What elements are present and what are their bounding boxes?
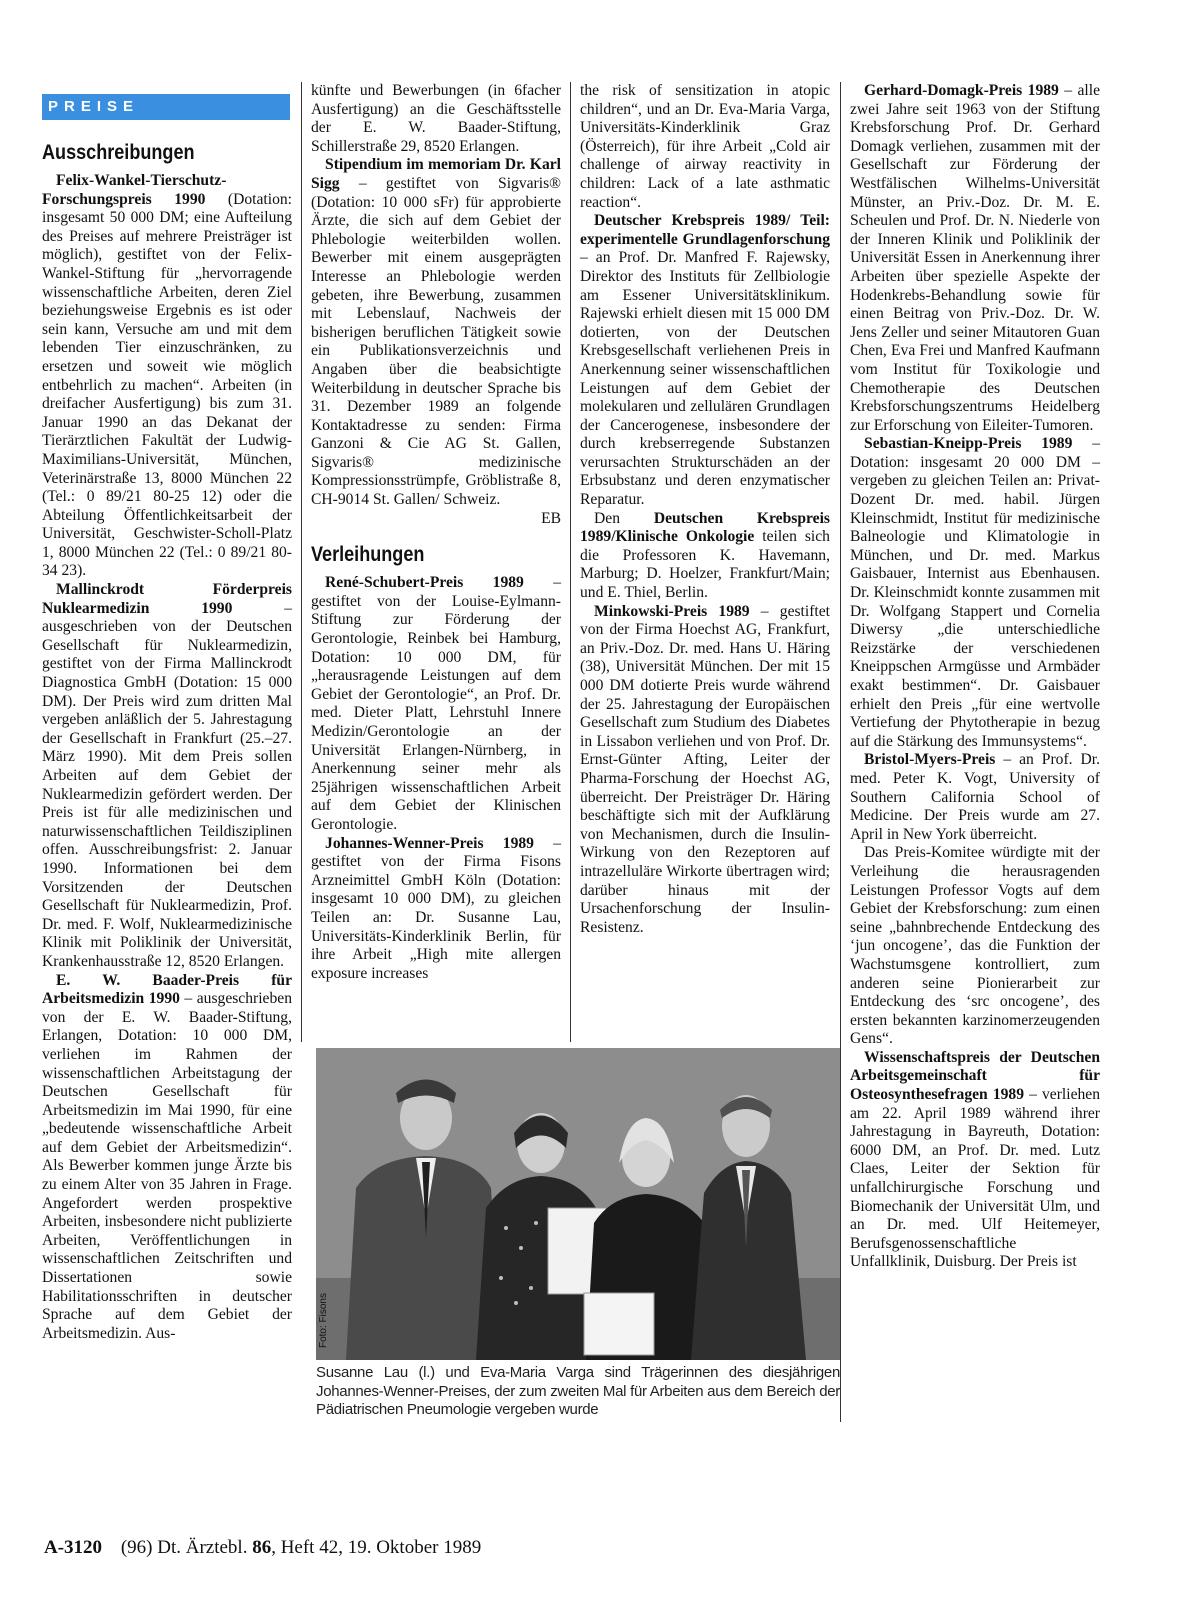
page-footer [44,1537,481,1559]
award-title: E. W. Baader-Preis für Arbeitsmedizin 1990 [42,971,292,1008]
paragraph-mallinckrodt [42,581,292,971]
paragraph-krebspreis-grundlagen [580,212,830,510]
award-title: Stipendium im memoriam Dr. Karl Sigg [311,156,561,192]
award-title: Deutscher Krebspreis 1989/ Teil: experimentelle Grundlagenforschung [580,212,830,248]
award-text: – ausgeschrieben von der E. W. Baader-Stiftung, Erlangen, Dotation: 10 000 DM, verliehen im Rahmen der wissenschaftlichen Arbeitstagung der Deutschen Gesellschaft für Arbeitsmedizin im Mai 1990, für eine „bedeutende wissenschaftliche Arbeit auf dem Gebiet der Arbeitsmedizin“. Als Bewerber kommen junge Ärzte bis zu einem Alter von 35 Jahren in Frage. Angefordert werden prospektive Arbeiten, insbesondere nicht publizierte Arbeiten, Veröffentlichungen in wissenschaftlichen Zeitschriften und Dissertationen sowie Habilitationsschriften in deutscher Sprache auf dem Gebiet der Arbeitsmedizin. Aus- [42,990,292,1342]
column-3 [580,82,830,937]
paragraph-schubert [311,574,561,834]
section-tag: PREISE [42,94,290,120]
paragraph-wenner [311,835,561,984]
journal-volume: 86 [252,1537,272,1558]
award-title: Sebastian-Kneipp-Preis 1989 [864,435,1073,453]
award-title: Deutschen Krebspreis 1989/Klinische Onkologie [580,509,830,546]
award-text: – gestiftet von der Firma Fisons Arzneimittel GmbH Köln (Dotation: insgesamt 10 000 DM), zu gleichen Teilen an: Dr. Susanne Lau, Universitäts-Kinderklinik Berlin, für ihre Arbeit „High mite allergen exposure increases [311,834,561,982]
paragraph-wenner-continued: the risk of sensitization in atopic children“, und an Dr. Eva-Maria Varga, Universitäts-Kinderklinik Graz (Österreich), für ihre Arbeit „Cold air challenge of airway reactivity in children: Lack of a late asthmatic reaction“. [580,82,830,211]
award-text: (Dotation: insgesamt 50 000 DM; eine Aufteilung des Preises auf mehrere Preisträger ist möglich), gestiftet von der Felix-Wankel-Stiftung für „hervorragende wissenschaftliche Arbeiten, deren Ziel beziehungsweise Ergebnis es ist oder sein kann, Versuche am und mit dem lebenden Tier einzuschränken, zu ersetzen und soweit wie möglich entbehrlich zu machen“. Arbeiten (in dreifacher Ausfertigung) bis zum 31. Januar 1990 an das Dekanat der Tierärztlichen Fakultät der Ludwig-Maximilians-Universität, München, Veterinärstraße 13, 8000 München 22 (Tel.: 0 89/21 80-25 12) oder die Abteilung Öffentlichkeitsarbeit der Universität, Geschwister-Scholl-Platz 1, 8000 München 22 (Tel.: 0 89/21 80-34 23). [42,190,292,580]
column-4 [850,82,1100,1272]
paragraph-baader-continued: künfte und Bewerbungen (in 6facher Ausfertigung) an die Geschäftsstelle der E. W. Baader-Stiftung, Schillerstraße 29, 8520 Erlangen. [311,82,561,155]
column-divider [840,82,841,1422]
column-1 [42,84,292,1343]
paragraph-baader [42,972,292,1344]
photo-credit: Foto: Fisons [318,1293,329,1349]
award-title: Mallinckrodt Förderpreis Nuklearmedizin 1990 [42,581,292,617]
paragraph-vogt: Das Preis-Komitee würdigte mit der Verleihung die herausragenden Leistungen Professor Vogts auf dem Gebiet der Krebsforschung: zum einen seine „bahnbrechende Entdeckung des ‘jun oncogene’, das die Funktion der Wachstumsgene kontrolliert, zum anderen seine Pionierarbeit zur Entdeckung des ‘src oncogene’, des ersten bekannten karzinomerzeugenden Gens“. [850,844,1100,1048]
journal-name: Dt. Ärztebl. [157,1537,248,1558]
column-divider [570,82,571,1042]
award-text: – ausgeschrieben von der Deutschen Gesellschaft für Nuklearmedizin, gestiftet von der Firma Mallinckrodt Diagnostica GmbH (Dotation: 15 000 DM). Der Preis wird zum dritten Mal vergeben anläßlich der 5. Jahrestagung der Gesellschaft in Frankfurt (25.–27. März 1990). Mit dem Preis sollen Arbeiten auf dem Gebiet der Nuklearmedizin gefördert werden. Der Preis ist für alle medizinischen und naturwissenschaftlichen Teildisziplinen offen. Ausschreibungsfrist: 2. Januar 1990. Informationen bei dem Vorsitzenden der Deutschen Gesellschaft für Nuklearmedizin, Prof. Dr. med. F. Wolf, Nuklearmedizinische Klinik mit Poliklinik der Universität, Krankenhausstraße 12, 8520 Erlangen. [42,599,292,970]
column-divider [301,82,302,1042]
paragraph-sigg [311,156,561,509]
award-title: Gerhard-Domagk-Preis 1989 [864,82,1059,99]
award-text: – gestiftet von Sigvaris® (Dotation: 10 000 sFr) für approbierte Ärzte, die sich auf dem Gebiet der Phlebologie weiterbilden wollen. Bewerber mit einem ausgeprägten Interesse an Phlebologie werden gebeten, ihre Bewerbung, zusammen mit Lebenslauf, Nachweis der bisherigen beruflichen Tätigkeit sowie ein Publikationsverzeichnis und Angaben über die beabsichtigte Weiterbildung in deutscher Sprache bis 31. Dezember 1989 an folgende Kontaktadresse zu senden: Firma Ganzoni & Cie AG St. Gallen, Sigvaris® medizinische Kompressionsstrümpfe, Gröblistraße 8, CH-9014 St. Gallen/ Schweiz. [311,174,561,509]
paragraph-krebspreis-klinisch [580,510,830,603]
paragraph-minkowski [580,603,830,938]
award-intro: Den [594,509,654,527]
page-code: A-3120 [44,1537,103,1558]
award-title: René-Schubert-Preis 1989 [325,574,524,592]
award-title: Johannes-Wenner-Preis 1989 [325,834,534,852]
paragraph-domagk [850,82,1100,435]
paragraph-felix-wankel [42,172,292,581]
author-signature: EB [541,509,561,527]
award-text: teilen sich die Professoren K. Havemann, Marburg; D. Hoelzer, Frankfurt/Main; und E. Thiel, Berlin. [580,528,830,602]
award-text: – verliehen am 22. April 1989 während ihrer Jahrestagung in Bayreuth, Dotation: 6000 DM, an Prof. Dr. med. Lutz Claes, Leiter der Sektion für unfallchirurgische Forschung und Biomechanik der Universität Ulm, und an Dr. med. Ulf Heitemeyer, Berufsgenossenschaftliche Unfallklinik, Duisburg. Der Preis ist [850,1086,1101,1271]
award-text: – gestiftet von der Louise-Eylmann-Stiftung zur Förderung der Gerontologie, Reinbek bei Hamburg, Dotation: 10 000 DM, für „herausragende Leistungen auf dem Gebiet der Gerontologie“, an Prof. Dr. med. Dieter Platt, Lehrstuhl Innere Medizin/Gerontologie an der Universität Erlangen-Nürnberg, in Anerkennung seiner mehr als 25jährigen wissenschaftlichen Arbeit auf dem Gebiet der Klinischen Gerontologie. [311,574,561,833]
photo-caption: Susanne Lau (l.) und Eva-Maria Varga sind Trägerinnen des diesjährigen Johannes-Wenner-Preises, der zum zweiten Mal für Arbeiten aus dem Bereich der Pädiatrischen Pneumologie vergeben wurde [316,1364,840,1419]
photo-figure [316,1048,840,1420]
award-text: – gestiftet von der Firma Hoechst AG, Frankfurt, an Priv.-Doz. Dr. med. Hans U. Häring (38), Universität München. Der mit 15 000 DM dotierte Preis wurde während der 25. Jahrestagung der Europäischen Gesellschaft zum Studium des Diabetes in Lissabon verliehen und von Prof. Dr. Ernst-Günter Afting, Leiter der Pharma-Forschung der Hoechst AG, überreicht. Der Preisträger Dr. Häring beschäftigte sich mit der Aufklärung von Mechanismen, durch die Insulin-Wirkung von den Rezeptoren auf intrazelluläre Wirkorte übertragen wird; darüber hinaus mit der Ursachenforschung der Insulin-Resistenz. [580,602,830,936]
award-title: Felix-Wankel-Tierschutz-Forschungspreis 1990 [42,172,227,208]
award-text: – Dotation: insgesamt 20 000 DM – vergeben zu gleichen Teilen an: Privat-Dozent Dr. med. habil. Jürgen Kleinschmidt, Institut für medizinische Balneologie und Klimatologie in München, und Dr. med. Markus Gaisbauer, Internist aus Ebenhausen. Dr. Kleinschmidt konnte zusammen mit Dr. Wolfgang Stappert und Cornelia Diwersy „die unterschiedliche Reizstärke der verschiedenen Kneippschen Armgüsse und Armbäder exakt bestimmen“. Dr. Gaisbauer erhielt den Preis „für eine wertvolle Vertiefung der Phytotherapie in bezug auf die Stärkung des Immunsystems“. [850,435,1100,750]
paragraph-kneipp [850,435,1100,751]
award-photo [316,1048,840,1360]
column-2 [311,82,561,983]
paragraph-osteosynthese [850,1049,1100,1272]
award-text: – alle zwei Jahre seit 1963 von der Stiftung Krebsforschung Prof. Dr. Gerhard Domagk verliehen, zusammen mit der Gesellschaft zur Förderung der Westfälischen Wilhelms-Universität Münster, an Priv.-Doz. Dr. M. E. Scheulen und Prof. Dr. N. Niederle von der Inneren Klinik und Poliklinik der Universität Essen in Anerkennung ihrer Arbeiten über spezielle Aspekte der Hodenkrebs-Behandlung sowie für einen Beitrag von Priv.-Doz. Dr. W. Jens Zeller und seiner Mitautoren Guan Chen, Eva Frei und Manfred Kaufmann vom Institut für Toxikologie und Chemotherapie des Deutschen Krebsforschungszentrums Heidelberg zur Erforschung von Eileiter-Tumoren. [850,82,1100,434]
group-portrait-illustration [316,1048,840,1360]
award-title: Minkowski-Preis 1989 [594,602,750,620]
heading-verleihungen: Verleihungen [311,543,425,567]
page-number: (96) [120,1537,153,1558]
award-text: – an Prof. Dr. med. Peter K. Vogt, University of Southern California School of Medicine. Der Preis wurde am 27. April in New York überreicht. [850,751,1100,843]
paragraph-bristol-myers [850,751,1100,844]
heading-ausschreibungen: Ausschreibungen [42,141,195,164]
issue-date: , Heft 42, 19. Oktober 1989 [271,1537,482,1558]
award-text: – an Prof. Dr. Manfred F. Rajewsky, Direktor des Instituts für Zellbiologie am Essener Universitätsklinikum. Rajewski erhielt diesen mit 15 000 DM dotierten, von der Deutschen Krebsgesellschaft verliehenen Preis in Anerkennung seiner wissenschaftlichen Leistungen auf dem Gebiet der molekularen und zellulären Grundlagen der Cancerogenese, insbesondere der durch krebserregende Substanzen verursachten Strukturschäden an der Erbsubstanz und deren enzymatischer Reparatur. [580,249,830,509]
award-title: Bristol-Myers-Preis [864,751,996,769]
award-title: Wissenschaftspreis der Deutschen Arbeitsgemeinschaft für Osteosynthesefragen 1989 [850,1048,1100,1104]
